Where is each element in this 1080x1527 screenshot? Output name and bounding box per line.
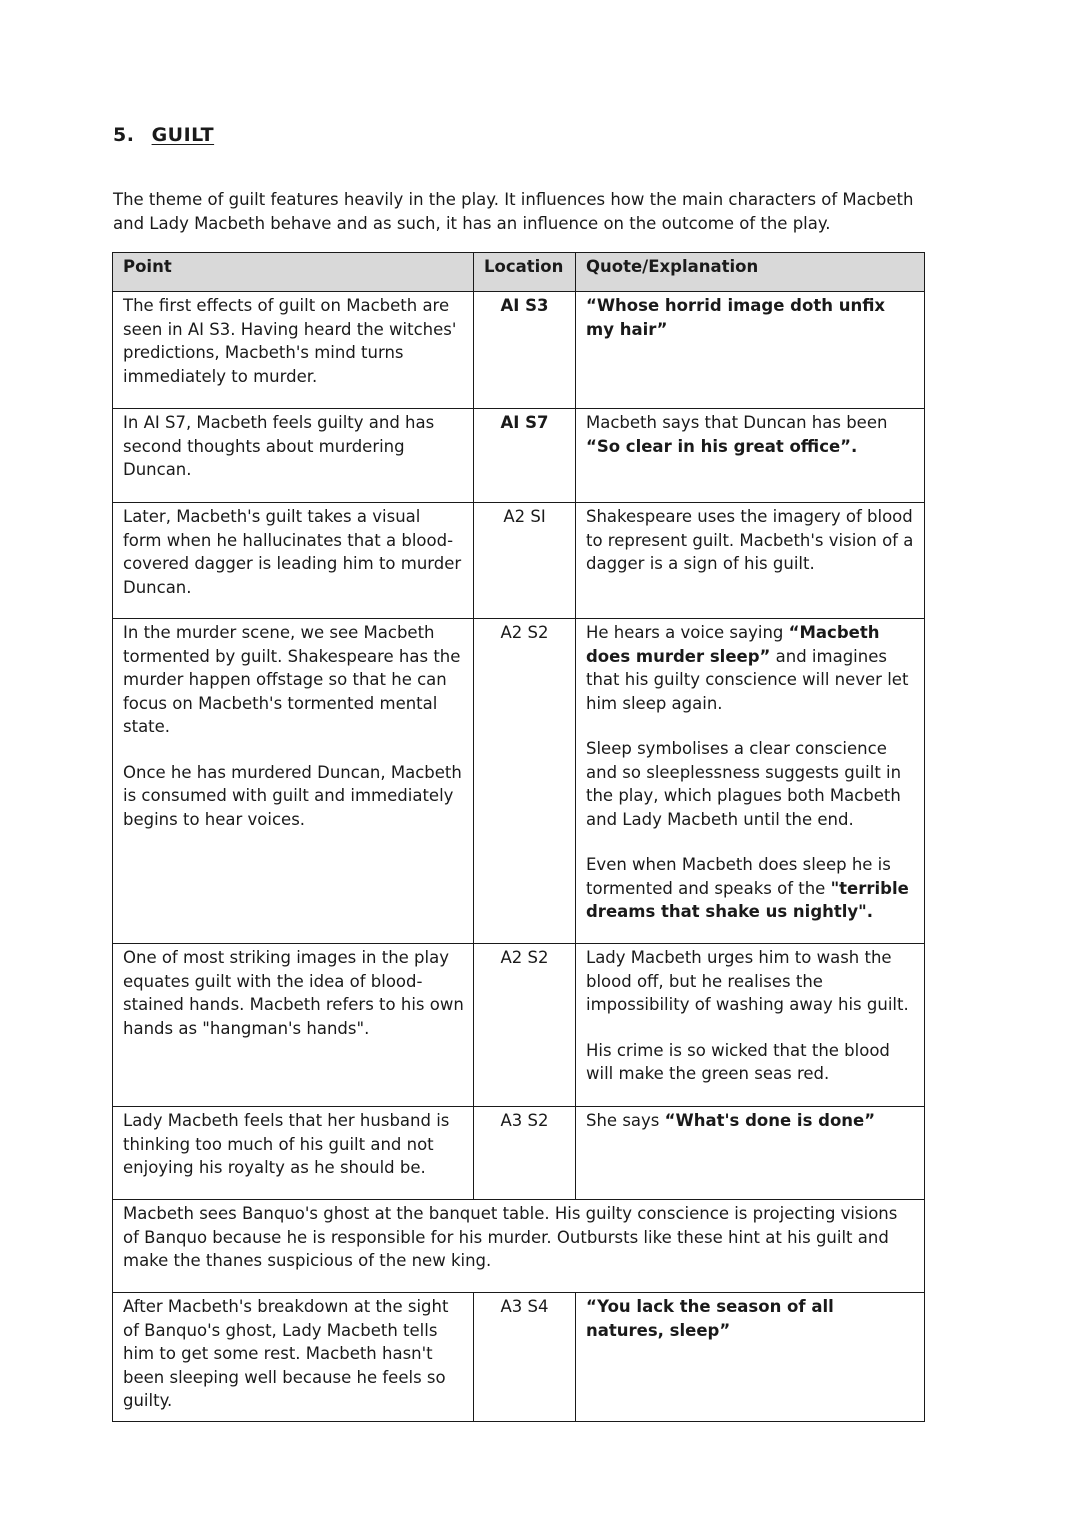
location-cell: A2 SI — [474, 503, 576, 619]
quote-cell — [576, 1293, 925, 1422]
table-row — [113, 1200, 925, 1293]
table-row — [113, 409, 925, 503]
point-text: Lady Macbeth feels that her husband is thinking too much of his guilt and not enjoying his royalty as he should be. — [123, 1111, 450, 1177]
quote-paragraph — [586, 853, 915, 924]
intro-paragraph: The theme of guilt features heavily in the play. It influences how the main characters of Macbeth and Lady Macbeth behave and as such, it has an influence on the outcome of the play. — [113, 190, 914, 233]
section-heading — [113, 124, 214, 146]
table-header-row — [113, 253, 925, 292]
section-number: 5. — [113, 124, 135, 146]
header-location: Location — [474, 253, 576, 292]
quote-text: Shakespeare uses the imagery of blood to represent guilt. Macbeth's vision of a dagger is a sign of his guilt. — [586, 507, 914, 573]
quote-bold: “So clear in his great office”. — [586, 436, 858, 456]
quote-bold: "terrible dreams that shake us nightly". — [586, 878, 909, 921]
banquet-cell: Macbeth sees Banquo's ghost at the banquet table. His guilty conscience is projecting visions of Banquo because he is responsible for his murder. Outbursts like these hint at his guilt and make the thanes suspicious of the new king. — [113, 1200, 925, 1293]
quote-cell — [576, 503, 925, 619]
quote-bold: “Macbeth does murder sleep” — [586, 623, 880, 666]
location-cell: A2 S2 — [474, 619, 576, 944]
quote-text: and imagines that his guilty conscience will never let him sleep again. — [586, 646, 909, 713]
table-row — [113, 292, 925, 409]
table-row — [113, 1107, 925, 1200]
point-cell: After Macbeth's breakdown at the sight of Banquo's ghost, Lady Macbeth tells him to get some rest. Macbeth hasn't been sleeping well because he feels so guilty. — [113, 1293, 474, 1422]
point-text: The first effects of guilt on Macbeth are seen in AI S3. Having heard the witches' predictions, Macbeth's mind turns immediately to murder. — [123, 296, 457, 386]
table-row — [113, 503, 925, 619]
quote-bold: “You lack the season of all natures, sleep” — [586, 1297, 834, 1340]
quote-text: She says — [586, 1111, 665, 1130]
quote-cell — [576, 409, 925, 503]
quote-text: Even when Macbeth does sleep he is tormented and speaks of the — [586, 855, 891, 898]
quote-cell — [576, 292, 925, 409]
guilt-table — [112, 252, 925, 1422]
point-text: One of most striking images in the play equates guilt with the idea of blood-stained hands. Macbeth refers to his own hands as "hangman's hands". — [123, 948, 464, 1038]
table-row — [113, 619, 925, 944]
quote-text: He hears a voice saying — [586, 623, 789, 642]
quote-paragraph — [586, 621, 915, 715]
point-cell — [113, 944, 474, 1107]
table-row — [113, 1293, 925, 1422]
location-cell: AI S3 — [474, 292, 576, 409]
quote-cell — [576, 1107, 925, 1200]
point-text: In AI S7, Macbeth feels guilty and has second thoughts about murdering Duncan. — [123, 413, 435, 479]
point-cell — [113, 1107, 474, 1200]
quote-paragraph: His crime is so wicked that the blood will make the green seas red. — [586, 1040, 890, 1083]
quote-cell — [576, 944, 925, 1107]
point-text: Once he has murdered Duncan, Macbeth is consumed with guilt and immediately begins to hear voices. — [123, 762, 462, 829]
location-cell: A2 S2 — [474, 944, 576, 1107]
location-cell: A3 S4 — [474, 1293, 576, 1422]
point-text: Later, Macbeth's guilt takes a visual form when he hallucinates that a blood-covered dagger is leading him to murder Duncan. — [123, 507, 462, 597]
header-quote: Quote/Explanation — [576, 253, 925, 292]
location-cell: A3 S2 — [474, 1107, 576, 1200]
point-cell — [113, 503, 474, 619]
point-cell — [113, 619, 474, 944]
header-point: Point — [113, 253, 474, 292]
table-row — [113, 944, 925, 1107]
quote-paragraph: Sleep symbolises a clear conscience and so sleeplessness suggests guilt in the play, which plagues both Macbeth and Lady Macbeth until the end. — [586, 739, 902, 829]
point-cell — [113, 409, 474, 503]
quote-bold: “Whose horrid image doth unfix my hair” — [586, 296, 886, 339]
point-text: In the murder scene, we see Macbeth tormented by guilt. Shakespeare has the murder happen offstage so that he can focus on Macbeth's tormented mental state. — [123, 623, 461, 736]
point-cell — [113, 292, 474, 409]
quote-paragraph: Lady Macbeth urges him to wash the blood off, but he realises the impossibility of washing away his guilt. — [586, 948, 909, 1014]
quote-text: Macbeth says that Duncan has been — [586, 413, 888, 432]
location-cell: AI S7 — [474, 409, 576, 503]
quote-bold: “What's done is done” — [664, 1111, 876, 1130]
quote-cell — [576, 619, 925, 944]
section-title: GUILT — [151, 124, 215, 146]
